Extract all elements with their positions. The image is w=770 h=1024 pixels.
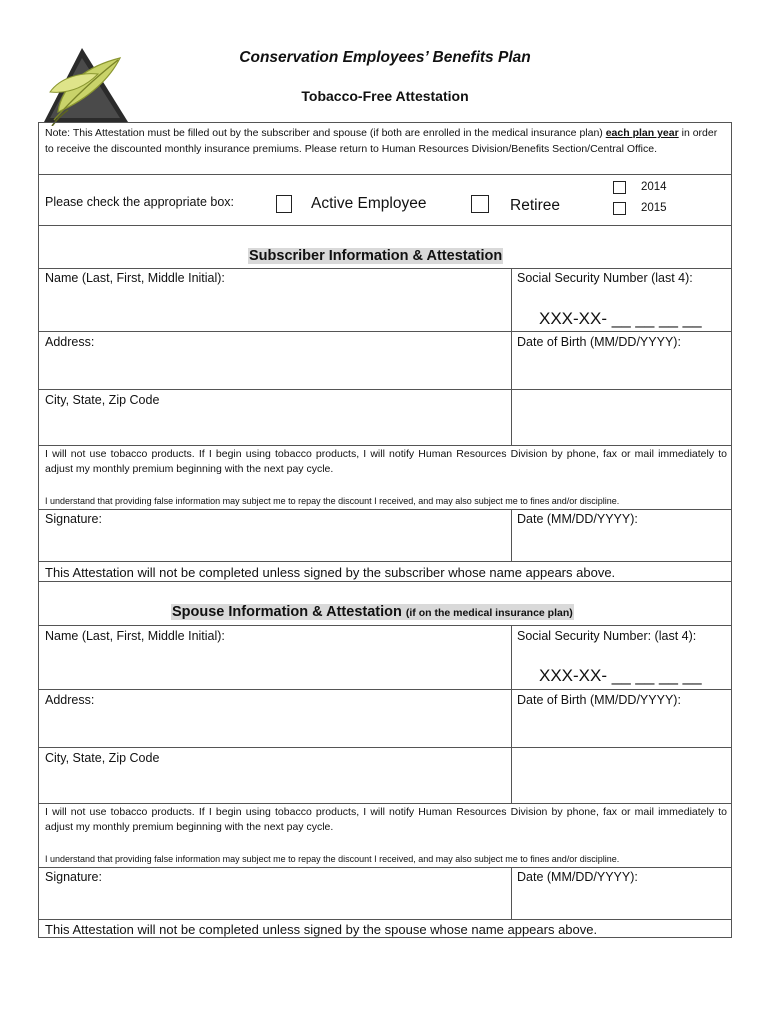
subscriber-dob-label: Date of Birth (MM/DD/YYYY):: [517, 335, 681, 349]
year-2014-label: 2014: [641, 181, 667, 193]
active-employee-checkbox[interactable]: [276, 195, 292, 213]
spouse-heading: Spouse Information & Attestation (if on the medical insurance plan): [172, 604, 573, 620]
spouse-dob-label: Date of Birth (MM/DD/YYYY):: [517, 693, 681, 707]
spouse-city-label: City, State, Zip Code: [45, 751, 160, 765]
instruction-note: Note: This Attestation must be filled out by the subscriber and spouse (if both are enrolled in the medical insurance plan) each plan year in order to receive the discounted monthly insurance premiums. Please return to Human Resources Division/Benefits Section/Central Office.: [45, 127, 718, 155]
subscriber-heading: Subscriber Information & Attestation: [249, 248, 503, 264]
note-emphasis: each plan year: [605, 127, 679, 139]
subscriber-ssn-field[interactable]: XXX-XX- __ __ __ __: [539, 309, 702, 328]
subscriber-address-label: Address:: [45, 335, 95, 349]
spouse-address-label: Address:: [45, 693, 95, 707]
spouse-final-note: This Attestation will not be completed unless signed by the spouse whose name appears above.: [45, 922, 598, 937]
spouse-name-label: Name (Last, First, Middle Initial):: [45, 629, 225, 643]
subscriber-tobacco-statement: I will not use tobacco products. If I begin using tobacco products, I will notify Human Resources Division by phone, fax or mail immediately to adjust my monthly premium beginning with the next pay cycle.: [45, 448, 727, 475]
form-title: Tobacco-Free Attestation: [301, 88, 469, 104]
subscriber-final-note: This Attestation will not be completed unless signed by the subscriber whose name appears above.: [45, 565, 616, 580]
spouse-ssn-label: Social Security Number: (last 4):: [517, 629, 697, 643]
status-prompt: Please check the appropriate box:: [45, 195, 235, 209]
subscriber-false-info-statement: I understand that providing false information may subject me to repay the discount I received, and may also subject me to fines and/or discipline.: [45, 496, 620, 506]
leaf-triangle-logo-icon: [40, 44, 132, 126]
subscriber-date-label: Date (MM/DD/YYYY):: [517, 512, 638, 526]
retiree-label: Retiree: [510, 197, 560, 214]
spouse-signature-label: Signature:: [45, 870, 102, 884]
subscriber-name-label: Name (Last, First, Middle Initial):: [45, 271, 225, 285]
spouse-false-info-statement: I understand that providing false information may subject me to repay the discount I received, and may also subject me to fines and/or discipline.: [45, 854, 620, 864]
year-2014-checkbox[interactable]: [613, 181, 626, 194]
subscriber-signature-label: Signature:: [45, 512, 102, 526]
subscriber-ssn-label: Social Security Number (last 4):: [517, 271, 693, 285]
spouse-heading-note: (if on the medical insurance plan): [405, 607, 573, 619]
attestation-form: [38, 122, 732, 938]
subscriber-city-label: City, State, Zip Code: [45, 393, 160, 407]
year-2015-label: 2015: [641, 202, 667, 214]
spouse-ssn-field[interactable]: XXX-XX- __ __ __ __: [539, 666, 702, 685]
spouse-tobacco-statement: I will not use tobacco products. If I begin using tobacco products, I will notify Human Resources Division by phone, fax or mail immediately to adjust my monthly premium beginning with the next pay cycle.: [45, 806, 727, 833]
spouse-date-label: Date (MM/DD/YYYY):: [517, 870, 638, 884]
active-employee-label: Active Employee: [311, 195, 427, 212]
retiree-checkbox[interactable]: [471, 195, 489, 213]
year-2015-checkbox[interactable]: [613, 202, 626, 215]
plan-title: Conservation Employees’ Benefits Plan: [239, 49, 531, 66]
